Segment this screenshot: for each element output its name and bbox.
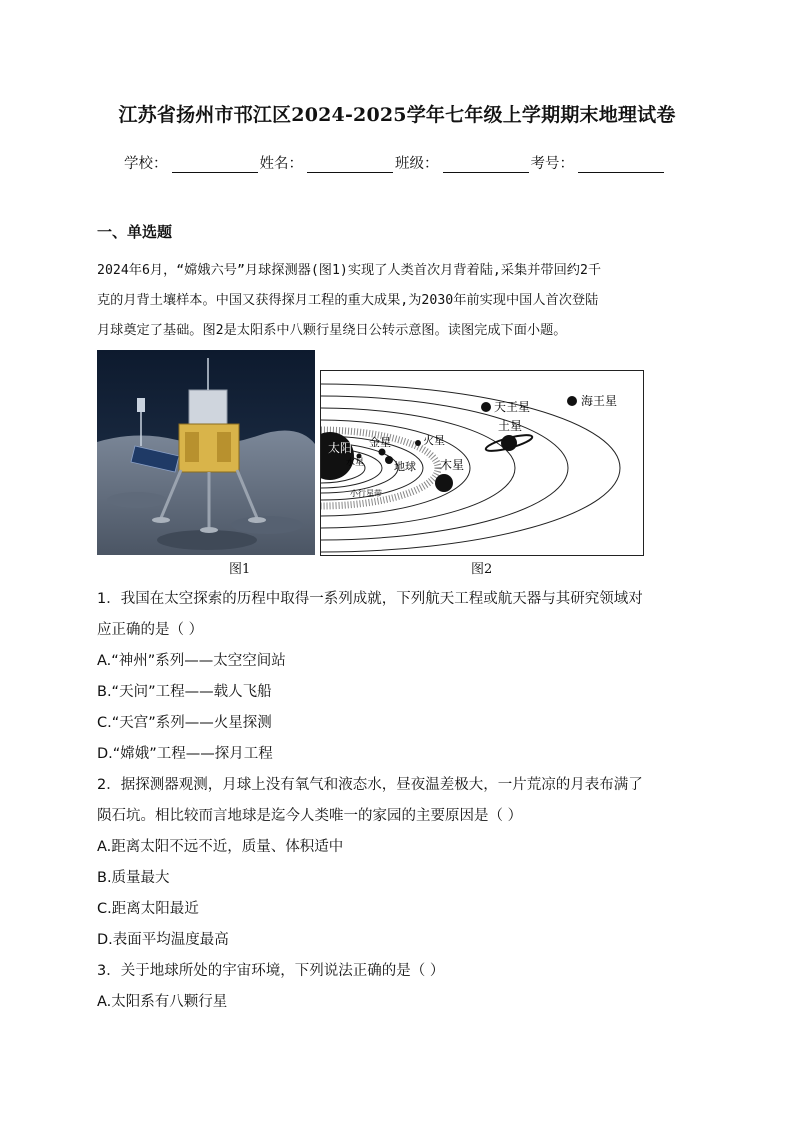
venus-label: 金星 xyxy=(369,436,391,449)
figure2-caption: 图2 xyxy=(471,562,493,577)
orbit-svg xyxy=(320,370,644,556)
option-a[interactable]: A.太阳系有八颗行星 xyxy=(97,994,228,1010)
orbit-diagram xyxy=(320,370,644,556)
question-stem: 2．据探测器观测，月球上没有氧气和液态水，昼夜温差极大，一片荒凉的月表布满了 xyxy=(97,777,643,793)
question-3 xyxy=(97,956,707,1018)
saturn-label: 土星 xyxy=(498,419,523,433)
reading-passage xyxy=(97,256,703,346)
school-blank[interactable] xyxy=(172,156,258,173)
question-2 xyxy=(97,770,707,956)
neptune xyxy=(567,396,577,406)
jupiter xyxy=(435,474,453,492)
section-heading: 一、单选题 xyxy=(97,223,173,241)
venus xyxy=(379,449,386,456)
sun-label-1: 太阳 xyxy=(328,441,353,455)
class-blank[interactable] xyxy=(443,156,529,173)
option-c[interactable]: C.“天宫”系列——火星探测 xyxy=(97,715,272,731)
neptune-label: 海王星 xyxy=(581,394,618,408)
name-blank[interactable] xyxy=(307,156,393,173)
mars xyxy=(415,440,421,446)
passage-line: 月球奠定了基础。图2是太阳系中八颗行星绕日公转示意图。读图完成下面小题。 xyxy=(97,323,567,338)
option-d[interactable]: D.表面平均温度最高 xyxy=(97,932,229,948)
question-stem: 1．我国在太空探索的历程中取得一系列成就，下列航天工程或航天器与其研究领域对 xyxy=(97,591,643,607)
mercury-label: 水星 xyxy=(346,458,365,468)
lander-photo xyxy=(97,350,315,555)
question-stem: 应正确的是（ ） xyxy=(97,622,204,638)
student-info-row xyxy=(124,152,666,173)
question-stem: 3．关于地球所处的宇宙环境，下列说法正确的是（ ） xyxy=(97,963,445,979)
uranus-label: 天王星 xyxy=(494,400,531,414)
uranus xyxy=(481,402,491,412)
earth xyxy=(385,456,393,464)
question-list xyxy=(97,584,707,1018)
earth-label: 地球 xyxy=(394,460,416,473)
number-label: 考号： xyxy=(530,156,574,172)
school-label: 学校： xyxy=(124,156,168,172)
question-1 xyxy=(97,584,707,770)
option-b[interactable]: B.“天问”工程——载人飞船 xyxy=(97,684,272,700)
passage-line: 克的月背土壤样本。中国又获得探月工程的重大成果,为2030年前实现中国人首次登陆 xyxy=(97,293,599,308)
belt-label: 小行星带 xyxy=(350,489,382,498)
option-c[interactable]: C.距离太阳最近 xyxy=(97,901,199,917)
question-stem: 陨石坑。相比较而言地球是迄今人类唯一的家园的主要原因是（ ） xyxy=(97,808,523,824)
figure1-caption: 图1 xyxy=(229,562,251,577)
class-label: 班级： xyxy=(395,156,439,172)
passage-line: 2024年6月，“嫦娥六号”月球探测器(图1)实现了人类首次月背着陆,采集并带回约2千 xyxy=(97,263,602,278)
number-blank[interactable] xyxy=(578,156,664,173)
lander-illustration xyxy=(97,350,315,555)
option-a[interactable]: A.距离太阳不远不近，质量、体积适中 xyxy=(97,839,344,855)
name-label: 姓名： xyxy=(259,156,303,172)
jupiter-label: 木星 xyxy=(440,458,465,472)
option-b[interactable]: B.质量最大 xyxy=(97,870,170,886)
exam-title: 江苏省扬州市邗江区2024-2025学年七年级上学期期末地理试卷 xyxy=(118,104,676,126)
option-a[interactable]: A.“神州”系列——太空空间站 xyxy=(97,653,286,669)
mars-label: 火星 xyxy=(423,434,445,447)
figures xyxy=(97,350,649,575)
option-d[interactable]: D.“嫦娥”工程——探月工程 xyxy=(97,746,273,762)
